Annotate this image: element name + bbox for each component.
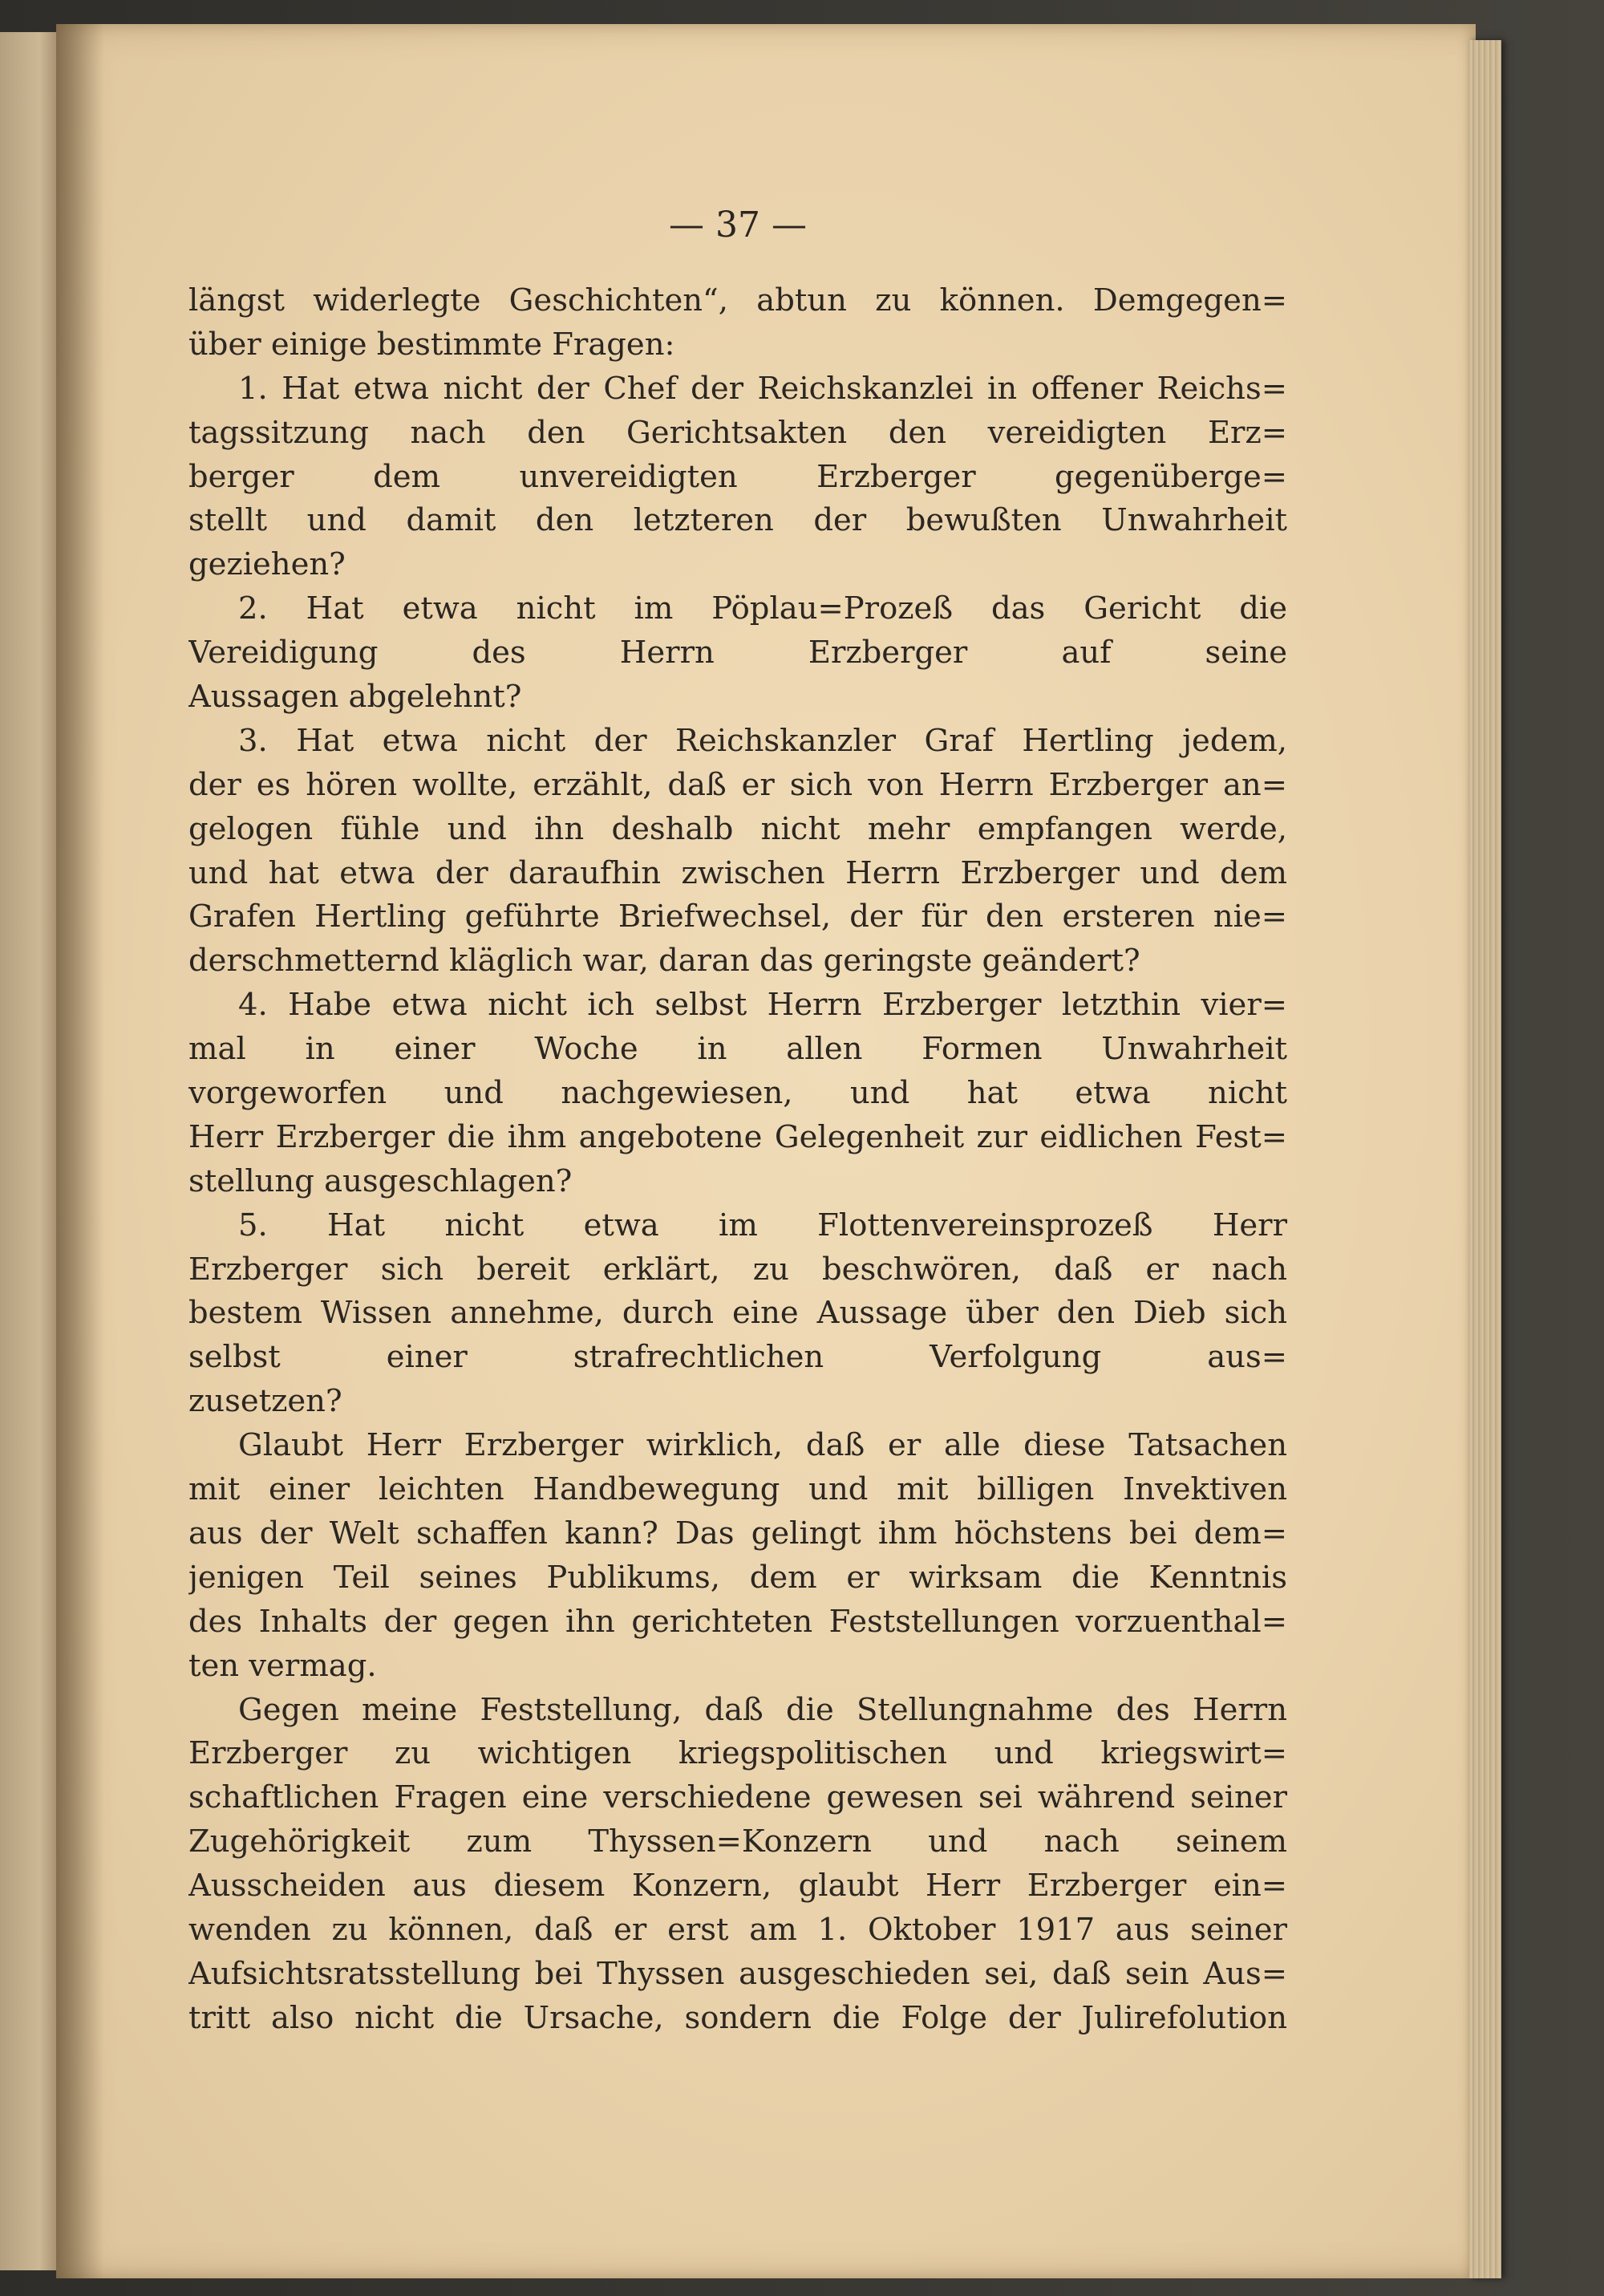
text-line: Aufsichtsratsstellung bei Thyssen ausgeschieden sei, daß sein Aus=	[188, 1955, 1287, 1992]
text-line: Erzberger sich bereit erklärt, zu beschwören, daß er nach	[188, 1251, 1287, 1288]
text-line: bestem Wissen annehme, durch eine Aussage über den Dieb sich	[188, 1295, 1287, 1332]
text-line: 2. Hat etwa nicht im Pöplau=Prozeß das Gericht die	[238, 590, 1287, 627]
text-line: gelogen fühle und ihn deshalb nicht mehr empfangen werde,	[188, 810, 1287, 847]
body-text	[188, 279, 1287, 2041]
text-line: Erzberger zu wichtigen kriegspolitischen und kriegswirt=	[188, 1735, 1287, 1772]
text-line: Aussagen abgelehnt?	[188, 679, 522, 716]
text-line: tritt also nicht die Ursache, sondern die Folge der Julirefolution	[188, 1999, 1287, 2036]
text-line: vorgeworfen und nachgewiesen, und hat etwa nicht	[188, 1075, 1287, 1112]
text-line: 3. Hat etwa nicht der Reichskanzler Graf Hertling jedem,	[238, 722, 1287, 759]
text-line: geziehen?	[188, 546, 346, 583]
text-line: mit einer leichten Handbewegung und mit billigen Invektiven	[188, 1471, 1287, 1508]
text-line: 5. Hat nicht etwa im Flottenvereinsprozeß Herr	[238, 1207, 1287, 1243]
text-line: schaftlichen Fragen eine verschiedene gewesen sei während seiner	[188, 1779, 1287, 1816]
text-line: Grafen Hertling geführte Briefwechsel, der für den ersteren nie=	[188, 899, 1287, 935]
text-line: derschmetternd kläglich war, daran das geringste geändert?	[188, 943, 1140, 980]
text-line: Gegen meine Feststellung, daß die Stellungnahme des Herrn	[238, 1691, 1287, 1728]
gutter-shadow	[56, 24, 104, 2278]
text-line: wenden zu können, daß er erst am 1. Oktober 1917 aus seiner	[188, 1911, 1287, 1948]
page-number: — 37 —	[669, 205, 807, 245]
text-line: Zugehörigkeit zum Thyssen=Konzern und nach seinem	[188, 1823, 1287, 1860]
page-block-edge	[1469, 40, 1501, 2278]
text-line: aus der Welt schaffen kann? Das gelingt ihm höchstens bei dem=	[188, 1515, 1287, 1552]
text-line: tagssitzung nach den Gerichtsakten den vereidigten Erz=	[188, 414, 1287, 451]
text-line: Vereidigung des Herrn Erzberger auf seine	[188, 635, 1287, 671]
text-line: stellung ausgeschlagen?	[188, 1162, 573, 1199]
text-line: der es hören wollte, erzählt, daß er sich von Herrn Erzberger an=	[188, 766, 1287, 803]
text-line: längst widerlegte Geschichten“, abtun zu können. Demgegen=	[188, 282, 1287, 318]
text-line: über einige bestimmte Fragen:	[188, 326, 675, 363]
text-line: zusetzen?	[188, 1383, 342, 1420]
text-line: selbst einer strafrechtlichen Verfolgung aus=	[188, 1339, 1287, 1376]
text-line: stellt und damit den letzteren der bewußten Unwahrheit	[188, 502, 1287, 539]
text-line: 4. Habe etwa nicht ich selbst Herrn Erzberger letzthin vier=	[238, 987, 1287, 1024]
text-line: jenigen Teil seines Publikums, dem er wirksam die Kenntnis	[188, 1559, 1287, 1596]
text-line: ten vermag.	[188, 1647, 377, 1684]
text-line: berger dem unvereidigten Erzberger gegenüberge=	[188, 458, 1287, 495]
facing-page-edge	[0, 32, 56, 2270]
text-line: des Inhalts der gegen ihn gerichteten Feststellungen vorzuenthal=	[188, 1603, 1287, 1640]
text-line: Glaubt Herr Erzberger wirklich, daß er alle diese Tatsachen	[238, 1427, 1287, 1464]
text-line: 1. Hat etwa nicht der Chef der Reichskanzlei in offener Reichs=	[238, 370, 1287, 407]
text-line: mal in einer Woche in allen Formen Unwahrheit	[188, 1031, 1287, 1068]
text-line: Ausscheiden aus diesem Konzern, glaubt Herr Erzberger ein=	[188, 1868, 1287, 1905]
text-line: und hat etwa der daraufhin zwischen Herrn Erzberger und dem	[188, 854, 1287, 891]
text-line: Herr Erzberger die ihm angebotene Gelegenheit zur eidlichen Fest=	[188, 1118, 1287, 1155]
